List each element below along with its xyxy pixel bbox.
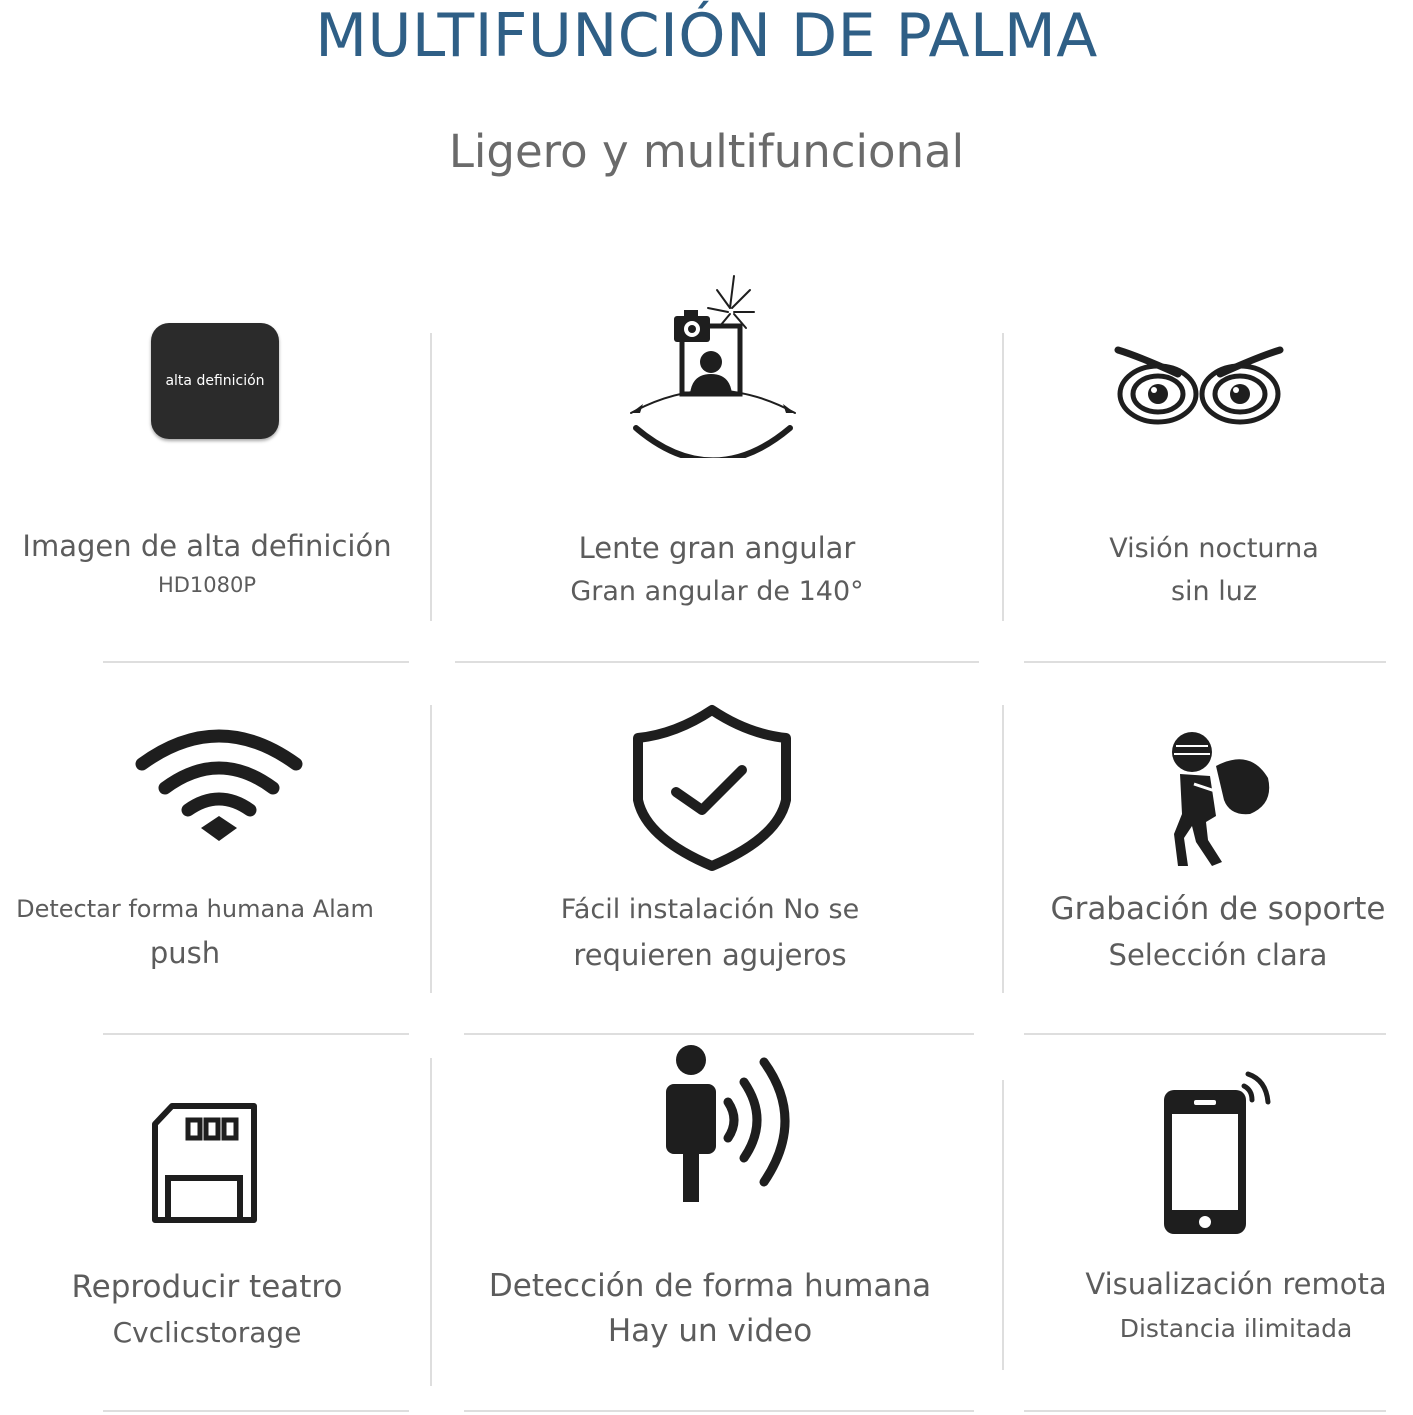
- row-divider: [103, 661, 409, 663]
- row-divider: [1024, 1033, 1386, 1035]
- feature-title: Reproducir teatro: [71, 1269, 343, 1305]
- feature-title: Visión nocturna: [1109, 533, 1319, 564]
- thief-icon: [1154, 730, 1276, 874]
- feature-title: Fácil instalación No se: [560, 894, 860, 925]
- row-divider: [103, 1033, 409, 1035]
- wifi-icon: [132, 726, 306, 848]
- page-title: MULTIFUNCIÓN DE PALMA: [315, 1, 1098, 71]
- feature-subtitle: requieren agujeros: [573, 938, 847, 972]
- column-divider: [1002, 705, 1004, 993]
- feature-subtitle: Selección clara: [1108, 938, 1328, 972]
- owl-eyes-icon: [1114, 344, 1284, 432]
- feature-remote-view: [1070, 1262, 1402, 1352]
- feature-wifi-alarm: [0, 890, 390, 978]
- row-divider: [464, 1410, 974, 1412]
- feature-title: Lente gran angular: [578, 531, 856, 565]
- feature-recording: [1030, 886, 1406, 978]
- row-divider: [1024, 661, 1386, 663]
- feature-subtitle: HD1080P: [157, 573, 257, 597]
- row-divider: [103, 1410, 409, 1412]
- feature-subtitle: push: [149, 936, 221, 970]
- motion-sensor-icon: [660, 1042, 810, 1210]
- shield-check-icon: [630, 704, 794, 876]
- feature-subtitle: Distancia ilimitada: [1119, 1314, 1353, 1343]
- row-divider: [455, 661, 979, 663]
- sd-card-icon: [150, 1102, 260, 1230]
- feature-wide-angle: [432, 526, 1002, 614]
- hd-badge-icon: [151, 323, 279, 439]
- feature-playback: [0, 1264, 414, 1356]
- feature-title: Detección de forma humana: [488, 1268, 932, 1304]
- feature-easy-install: [432, 888, 988, 978]
- page-subtitle: Ligero y multifuncional: [448, 125, 965, 178]
- smartphone-icon: [1160, 1068, 1276, 1242]
- hd-badge-label: alta definición: [151, 323, 279, 439]
- feature-subtitle: Cvclicstorage: [112, 1316, 302, 1349]
- feature-title: Grabación de soporte: [1050, 891, 1386, 927]
- feature-title: Visualización remota: [1085, 1267, 1387, 1301]
- wide-angle-camera-icon: [622, 268, 804, 462]
- feature-subtitle: sin luz: [1170, 576, 1258, 607]
- column-divider: [1002, 1080, 1004, 1370]
- feature-subtitle: Hay un video: [607, 1313, 813, 1349]
- feature-human-detection: [432, 1264, 988, 1354]
- feature-night-vision: [1004, 528, 1413, 614]
- row-divider: [464, 1033, 974, 1035]
- feature-hd: [0, 526, 414, 604]
- feature-title: Imagen de alta definición: [22, 529, 392, 563]
- feature-title: Detectar forma humana Alam: [16, 895, 374, 923]
- row-divider: [1024, 1410, 1386, 1412]
- feature-subtitle: Gran angular de 140°: [570, 576, 864, 607]
